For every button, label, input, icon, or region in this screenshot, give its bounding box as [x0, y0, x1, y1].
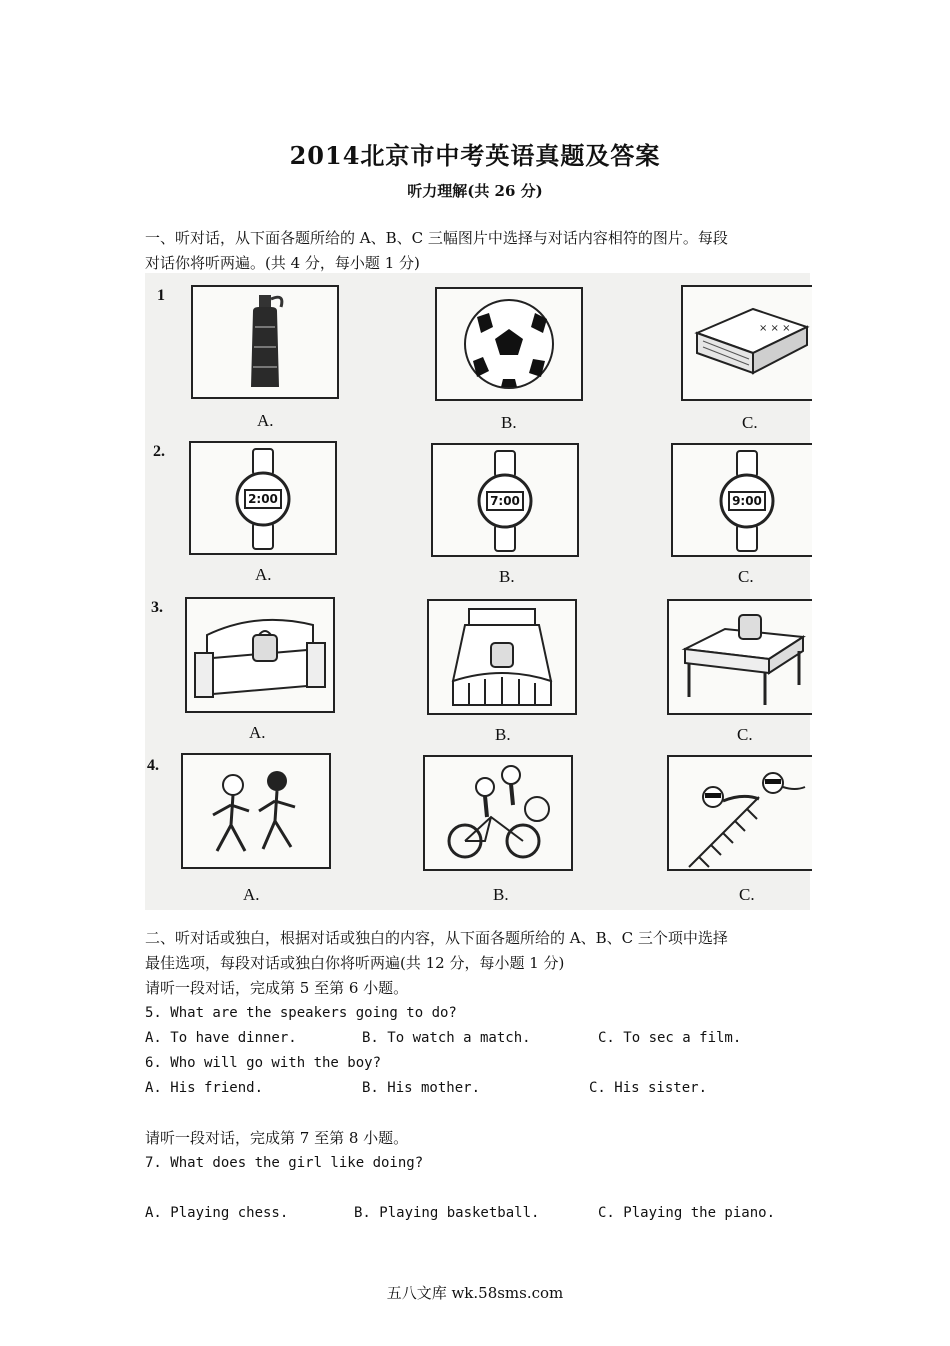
children-swimming-icon: [669, 757, 812, 869]
footer-watermark: 五八文库 wk.58sms.com: [386, 1284, 564, 1302]
q2-option-b-frame: [431, 443, 579, 557]
question-4-number: 4.: [147, 757, 159, 774]
q3-label-b: B.: [495, 725, 511, 744]
q5-option-b: B. To watch a match.: [362, 1030, 531, 1046]
q4-label-a: A.: [243, 885, 260, 904]
q2-label-a: A.: [255, 565, 272, 584]
q1-label-a: A.: [257, 411, 274, 430]
q3-option-c-frame: [667, 599, 812, 715]
q2-clock-time-c: 9:00: [732, 494, 762, 508]
q2-option-a-frame: [189, 441, 337, 555]
q3-label-c: C.: [737, 725, 753, 744]
page-title: 2014北京市中考英语真题及答案: [289, 141, 661, 170]
svg-text:× × ×: × × ×: [759, 323, 791, 334]
group1-intro: 请听一段对话，完成第 5 至第 6 小题。: [145, 979, 409, 997]
children-running-icon: [183, 755, 329, 867]
q3-label-a: A.: [249, 723, 266, 742]
q7-question: 7. What does the girl like doing?: [145, 1155, 424, 1171]
q6-option-b: B. His mother.: [362, 1080, 481, 1096]
q2-label-b: B.: [499, 567, 515, 586]
water-bottle-icon: [193, 287, 337, 397]
q2-clock-time-a: 2:00: [248, 492, 278, 506]
q5-option-a: A. To have dinner.: [145, 1030, 297, 1046]
picture-questions-figure: [145, 273, 810, 910]
sofa-with-bag-icon: [187, 599, 333, 711]
q1-option-c-frame: [681, 285, 812, 401]
q7-options: [145, 1201, 810, 1226]
q7-option-c: C. Playing the piano.: [598, 1205, 776, 1221]
q2-clock-time-b: 7:00: [490, 494, 520, 508]
q4-option-c-frame: [667, 755, 812, 871]
section2-instruction-line2: 最佳选项，每段对话或独白你将听两遍(共 12 分，每小题 1 分): [145, 954, 565, 972]
bed-with-bag-icon: [429, 601, 575, 713]
q4-label-c: C.: [739, 885, 755, 904]
book-icon: [683, 287, 812, 399]
q4-option-a-frame: [181, 753, 331, 869]
q6-question: 6. Who will go with the boy?: [145, 1055, 382, 1071]
section2-instruction: [145, 926, 810, 976]
q7-option-a: A. Playing chess.: [145, 1205, 289, 1221]
section1-instruction: [145, 226, 810, 276]
q1-label-c: C.: [742, 413, 758, 432]
section-subtitle: 听力理解(共 26 分): [407, 182, 543, 200]
question-2-number: 2.: [153, 443, 165, 460]
table-with-bag-icon: [669, 601, 812, 713]
question-1-number: 1: [157, 287, 165, 304]
group2-intro: 请听一段对话，完成第 7 至第 8 小题。: [145, 1129, 409, 1147]
section1-instruction-line1: 一、听对话，从下面各题所给的 A、B、C 三幅图片中选择与对话内容相符的图片。每段: [145, 229, 728, 247]
q4-option-b-frame: [423, 755, 573, 871]
q2-option-c-frame: [671, 443, 812, 557]
q1-option-a-frame: [191, 285, 339, 399]
question-3-number: 3.: [151, 599, 163, 616]
q4-label-b: B.: [493, 885, 509, 904]
q5-question: 5. What are the speakers going to do?: [145, 1005, 457, 1021]
q2-label-c: C.: [738, 567, 754, 586]
q6-options: [145, 1076, 810, 1101]
q1-label-b: B.: [501, 413, 517, 432]
q3-option-b-frame: [427, 599, 577, 715]
q5-option-c: C. To sec a film.: [598, 1030, 742, 1046]
q6-option-a: A. His friend.: [145, 1080, 264, 1096]
q1-option-b-frame: [435, 287, 583, 401]
q5-options: [145, 1026, 810, 1051]
section2-instruction-line1: 二、听对话或独白，根据对话或独白的内容，从下面各题所给的 A、B、C 三个项中选择: [145, 929, 728, 947]
football-icon: [437, 289, 581, 399]
q3-option-a-frame: [185, 597, 335, 713]
section1-instruction-line2: 对话你将听两遍。(共 4 分，每小题 1 分): [145, 254, 420, 272]
q7-option-b: B. Playing basketball.: [354, 1205, 540, 1221]
q6-option-c: C. His sister.: [589, 1080, 708, 1096]
children-cycling-icon: [425, 757, 571, 869]
